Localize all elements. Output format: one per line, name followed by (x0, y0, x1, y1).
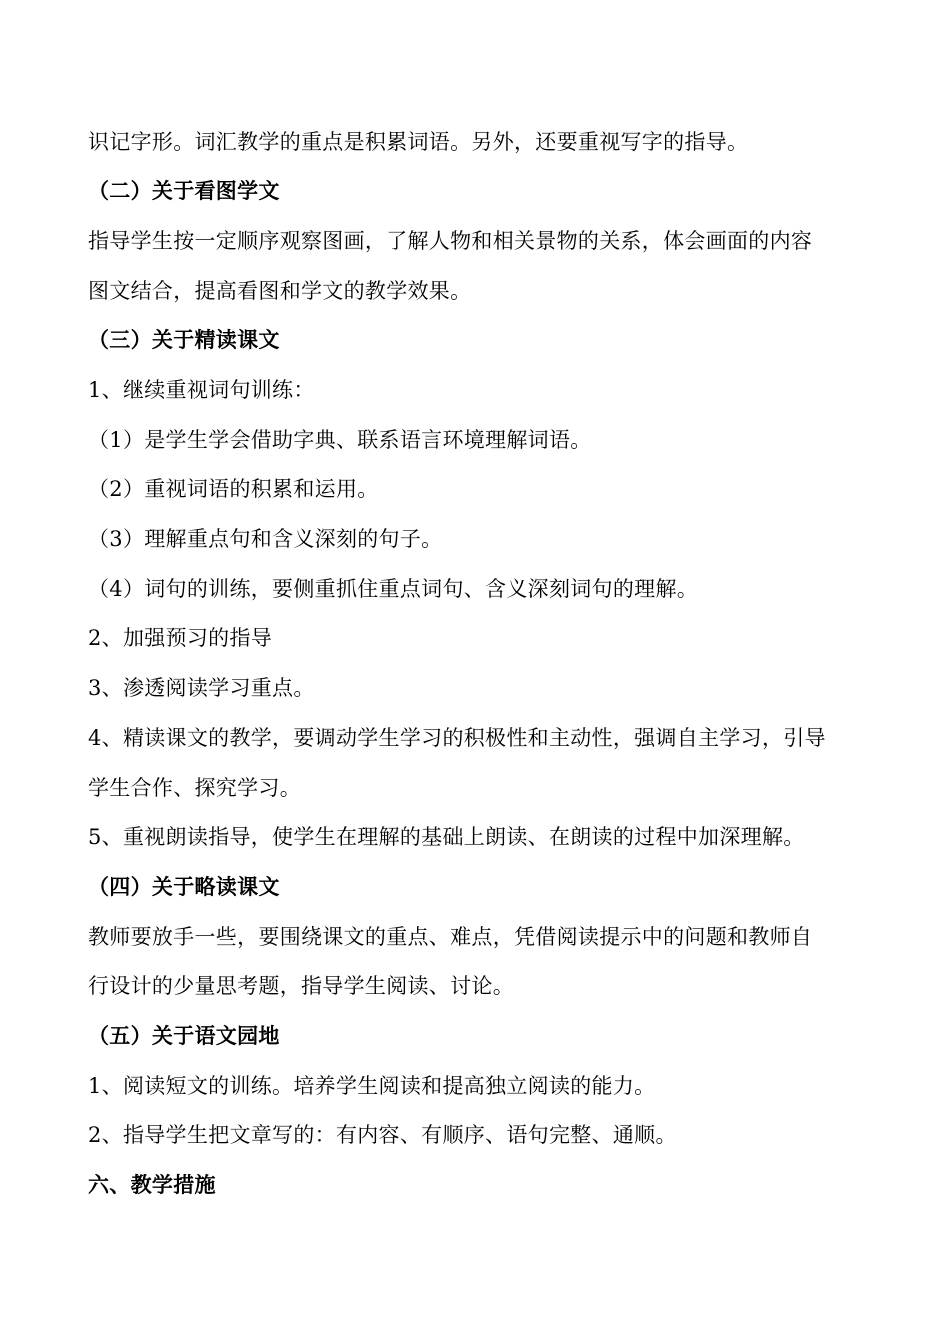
list-item: 1、继续重视词句训练： (88, 378, 315, 402)
paragraph-line: 指导学生按一定顺序观察图画，了解人物和相关景物的关系，体会画面的内容 (88, 229, 813, 253)
sub-list-item: （4）词句的训练，要侧重抓住重点词句、含义深刻词句的理解。 (88, 577, 699, 601)
section-heading: （四）关于略读课文 (88, 874, 280, 899)
paragraph-line: 识记字形。词汇教学的重点是积累词语。另外，还要重视写字的指导。 (88, 130, 749, 154)
list-item: 2、加强预习的指导 (88, 626, 273, 650)
list-item: 5、重视朗读指导，使学生在理解的基础上朗读、在朗读的过程中加深理解。 (88, 825, 805, 849)
section-heading: （二）关于看图学文 (88, 178, 280, 203)
sub-list-item: （1）是学生学会借助字典、联系语言环境理解词语。 (88, 428, 592, 452)
sub-list-item: （2）重视词语的积累和运用。 (88, 477, 379, 501)
sub-list-item: （3）理解重点句和含义深刻的句子。 (88, 527, 443, 551)
paragraph-line: 学生合作、探究学习。 (88, 776, 301, 800)
chapter-heading: 六、教学措施 (88, 1172, 216, 1197)
section-heading: （三）关于精读课文 (88, 327, 280, 352)
section-heading: （五）关于语文园地 (88, 1023, 280, 1048)
list-item: 3、渗透阅读学习重点。 (88, 676, 315, 700)
paragraph-line: 图文结合，提高看图和学文的教学效果。 (88, 279, 472, 303)
paragraph-line: 行设计的少量思考题，指导学生阅读、讨论。 (88, 974, 514, 998)
list-item: 2、指导学生把文章写的：有内容、有顺序、语句完整、通顺。 (88, 1123, 677, 1147)
paragraph-line: 教师要放手一些，要围绕课文的重点、难点，凭借阅读提示中的问题和教师自 (88, 925, 813, 949)
list-item: 4、精读课文的教学，要调动学生学习的积极性和主动性，强调自主学习，引导 (88, 726, 826, 750)
list-item: 1、阅读短文的训练。培养学生阅读和提高独立阅读的能力。 (88, 1074, 656, 1098)
